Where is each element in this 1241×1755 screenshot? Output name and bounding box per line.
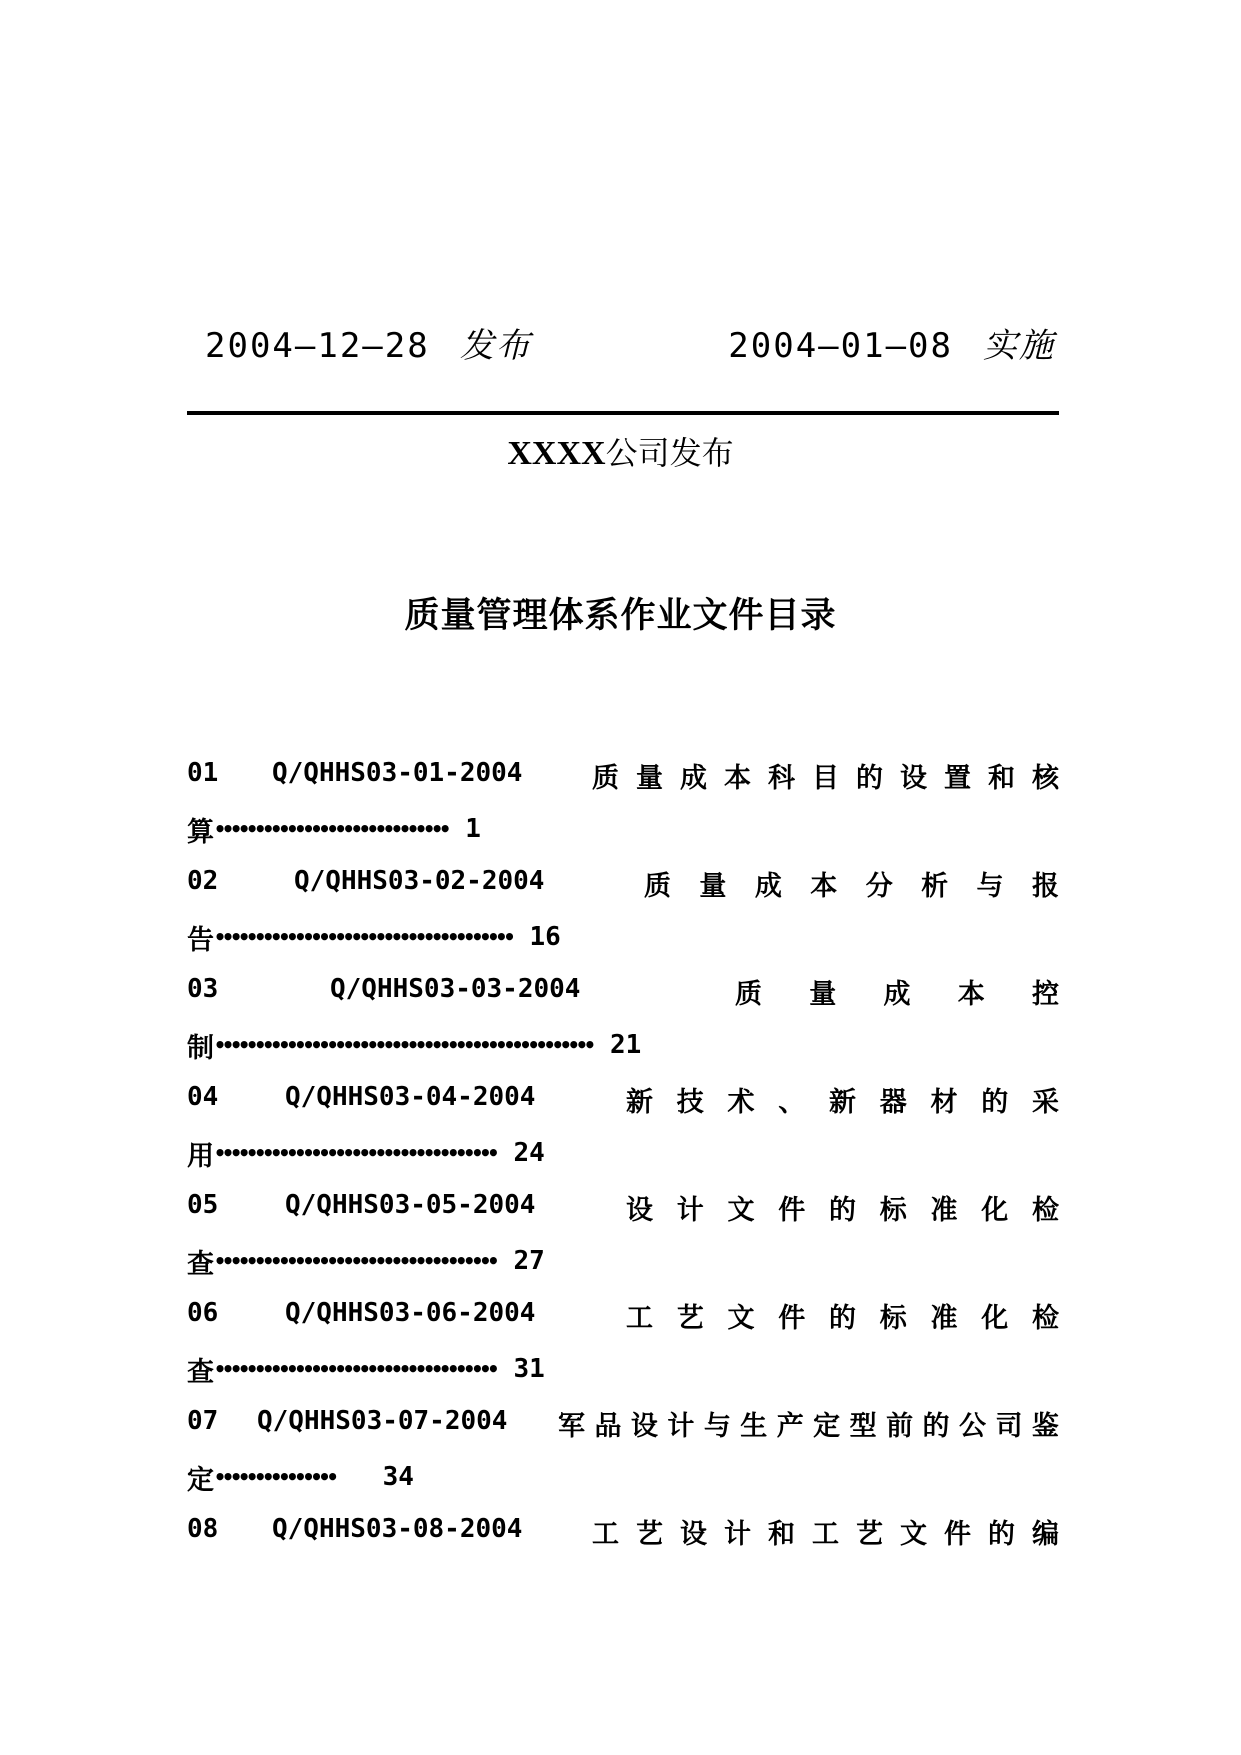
release-date-group bbox=[205, 318, 532, 367]
toc-title-char: 件 bbox=[778, 1195, 806, 1226]
toc-entry-title-end: 用 bbox=[187, 1140, 214, 1172]
toc-title-char: 司 bbox=[995, 1411, 1023, 1442]
toc-title-char: 分 bbox=[865, 871, 893, 902]
toc-title-char: 材 bbox=[930, 1087, 958, 1118]
toc-entry-number: 06 bbox=[187, 1298, 219, 1328]
toc-title-char: 技 bbox=[676, 1087, 704, 1118]
release-label: 发布 bbox=[459, 326, 532, 366]
toc-title-char: 前 bbox=[886, 1411, 914, 1442]
toc-title-char: 成 bbox=[680, 763, 707, 794]
toc-entry-header bbox=[187, 748, 1059, 802]
toc-entry-page: 1 bbox=[465, 814, 481, 844]
toc-entry-title-end: 定 bbox=[187, 1464, 214, 1496]
toc-title-char: 采 bbox=[1032, 1087, 1059, 1118]
toc-title-char: 设 bbox=[680, 1519, 707, 1550]
toc-entry bbox=[187, 1072, 1059, 1180]
toc-title-char: 设 bbox=[626, 1195, 653, 1226]
toc-entry bbox=[187, 748, 1059, 856]
toc-entry-page: 21 bbox=[609, 1030, 642, 1060]
toc-title-char: 核 bbox=[1032, 763, 1059, 794]
toc-entry-code: Q/QHHS03-08-2004 bbox=[272, 1514, 523, 1544]
toc-entry bbox=[187, 964, 1059, 1072]
toc-title-char: 量 bbox=[636, 763, 663, 794]
toc-entry-code: Q/QHHS03-01-2004 bbox=[272, 758, 523, 788]
toc-leader-dots: ••••••••••••••••••••••••••••••••••• bbox=[214, 1249, 496, 1273]
toc-entry-title-end: 算 bbox=[187, 816, 214, 848]
toc-title-char: 器 bbox=[879, 1087, 907, 1118]
effective-label: 实施 bbox=[983, 326, 1055, 366]
toc-title-char: 与 bbox=[976, 871, 1004, 902]
toc-entry-code: Q/QHHS03-05-2004 bbox=[285, 1190, 536, 1220]
toc-entry-number: 01 bbox=[187, 758, 219, 788]
toc-leader-dots: ••••••••••••••••••••••••••••••••••••••••••••••• bbox=[214, 1033, 592, 1057]
toc-title-char: 公 bbox=[958, 1411, 986, 1442]
toc-title-char: 工 bbox=[626, 1303, 653, 1334]
toc-title-char: 科 bbox=[768, 763, 795, 794]
toc-title-char: 置 bbox=[944, 763, 971, 794]
toc-entry-title-end: 查 bbox=[187, 1356, 214, 1388]
toc-title-char: 和 bbox=[988, 763, 1015, 794]
toc-entry bbox=[187, 1396, 1059, 1504]
toc-title-char: 军 bbox=[558, 1411, 585, 1442]
toc-title-char: 新 bbox=[626, 1087, 653, 1118]
toc-entry-number: 08 bbox=[187, 1514, 219, 1544]
toc-title-char: 文 bbox=[900, 1519, 927, 1550]
toc-title-char: 设 bbox=[900, 763, 927, 794]
toc-title-char: 本 bbox=[810, 871, 838, 902]
toc-entry-number: 04 bbox=[187, 1082, 219, 1112]
toc-title-char: 工 bbox=[812, 1519, 839, 1550]
toc-entry-page: 27 bbox=[513, 1246, 545, 1276]
toc-entry-header bbox=[187, 856, 1059, 910]
toc-title-char: 文 bbox=[727, 1303, 755, 1334]
toc-entry-number: 07 bbox=[187, 1406, 219, 1436]
toc-entry-number: 05 bbox=[187, 1190, 219, 1220]
toc-entry-code: Q/QHHS03-06-2004 bbox=[285, 1298, 536, 1328]
toc-entry-title bbox=[626, 1188, 1059, 1227]
toc-entry-continuation bbox=[187, 1450, 1059, 1504]
toc-entry-header bbox=[187, 1072, 1059, 1126]
date-line bbox=[205, 318, 1055, 364]
toc-entry bbox=[187, 856, 1059, 964]
toc-entry-title bbox=[735, 972, 1059, 1011]
toc-title-char: 标 bbox=[879, 1195, 907, 1226]
toc-entry-code: Q/QHHS03-03-2004 bbox=[330, 974, 581, 1004]
toc-entry-title-end: 查 bbox=[187, 1248, 214, 1280]
toc-title-char: 艺 bbox=[856, 1519, 883, 1550]
toc-title-char: 设 bbox=[630, 1411, 658, 1442]
toc-title-char: 量 bbox=[809, 979, 837, 1010]
toc-title-char: 文 bbox=[727, 1195, 755, 1226]
toc-title-char: 艺 bbox=[636, 1519, 663, 1550]
toc-title-char: 控 bbox=[1032, 979, 1059, 1010]
toc-title-char: 件 bbox=[778, 1303, 806, 1334]
publisher-line bbox=[0, 428, 1241, 474]
toc-leader-dots: ••••••••••••••• bbox=[214, 1465, 335, 1489]
toc-entry-page: 16 bbox=[529, 922, 561, 952]
toc-title-char: 质 bbox=[592, 763, 619, 794]
toc-title-char: 产 bbox=[776, 1411, 804, 1442]
toc-entry-continuation bbox=[187, 1126, 1059, 1180]
toc-entry-title-end: 制 bbox=[187, 1032, 214, 1064]
toc-title-char: 目 bbox=[812, 763, 839, 794]
toc-title-char: 生 bbox=[740, 1411, 768, 1442]
toc-entry-number: 02 bbox=[187, 866, 219, 896]
toc-title-char: 计 bbox=[724, 1519, 751, 1550]
toc-entry-continuation bbox=[187, 802, 1059, 856]
toc-title-char: 、 bbox=[778, 1087, 806, 1118]
toc-entry-title bbox=[626, 1296, 1059, 1335]
toc-title-char: 检 bbox=[1032, 1303, 1059, 1334]
toc-title-char: 鉴 bbox=[1031, 1411, 1059, 1442]
release-date: 2004—12—28 bbox=[205, 326, 430, 366]
toc-entry-page: 34 bbox=[382, 1462, 414, 1492]
toc-leader-dots: ••••••••••••••••••••••••••••• bbox=[214, 817, 448, 841]
toc-entry-page: 24 bbox=[513, 1138, 545, 1168]
toc-title-char: 本 bbox=[957, 979, 985, 1010]
toc-entry-page: 31 bbox=[513, 1354, 545, 1384]
toc-entry-continuation bbox=[187, 910, 1059, 964]
toc-title-char: 成 bbox=[883, 979, 911, 1010]
publisher-company: XXXX bbox=[507, 435, 606, 472]
toc-title-char: 成 bbox=[754, 871, 782, 902]
effective-date-group bbox=[728, 318, 1055, 367]
toc-title-char: 的 bbox=[981, 1087, 1009, 1118]
toc-entry-header bbox=[187, 1180, 1059, 1234]
toc-title-char: 计 bbox=[667, 1411, 695, 1442]
toc-title-char: 析 bbox=[921, 871, 949, 902]
toc-leader-dots: ••••••••••••••••••••••••••••••••••• bbox=[214, 1357, 496, 1381]
toc-entry-header bbox=[187, 964, 1059, 1018]
toc-title-char: 准 bbox=[930, 1303, 958, 1334]
toc-entry-title-end: 告 bbox=[187, 924, 214, 956]
toc-entry bbox=[187, 1504, 1059, 1558]
toc-title-char: 型 bbox=[849, 1411, 877, 1442]
toc-entry-title bbox=[592, 756, 1059, 795]
toc-title-char: 化 bbox=[981, 1303, 1009, 1334]
toc-entry-title bbox=[558, 1404, 1059, 1443]
toc-title-char: 检 bbox=[1032, 1195, 1059, 1226]
toc-title-char: 质 bbox=[644, 871, 671, 902]
toc-entry-continuation bbox=[187, 1018, 1059, 1072]
toc-title-char: 的 bbox=[922, 1411, 950, 1442]
toc-title-char: 质 bbox=[735, 979, 762, 1010]
toc-title-char: 定 bbox=[813, 1411, 841, 1442]
toc-title-char: 本 bbox=[724, 763, 751, 794]
toc-title-char: 准 bbox=[930, 1195, 958, 1226]
toc-entry-code: Q/QHHS03-07-2004 bbox=[257, 1406, 508, 1436]
toc-title-char: 标 bbox=[879, 1303, 907, 1334]
document-title: 质量管理体系作业文件目录 bbox=[404, 596, 837, 636]
toc-entry-title bbox=[644, 864, 1059, 903]
toc-leader-dots: ••••••••••••••••••••••••••••••••••• bbox=[214, 1141, 496, 1165]
toc-title-char: 品 bbox=[594, 1411, 622, 1442]
toc-title-char: 的 bbox=[988, 1519, 1015, 1550]
toc-entry-title bbox=[592, 1512, 1059, 1551]
toc-entry bbox=[187, 1180, 1059, 1288]
toc-entry-header bbox=[187, 1504, 1059, 1558]
toc-leader-dots: ••••••••••••••••••••••••••••••••••••• bbox=[214, 925, 512, 949]
toc-entry-number: 03 bbox=[187, 974, 219, 1004]
horizontal-rule bbox=[187, 411, 1059, 415]
toc-entry bbox=[187, 1288, 1059, 1396]
toc-title-char: 的 bbox=[829, 1195, 856, 1226]
toc-title-char: 化 bbox=[981, 1195, 1009, 1226]
toc-entry-continuation bbox=[187, 1342, 1059, 1396]
toc-title-char: 术 bbox=[727, 1087, 755, 1118]
toc-title-char: 新 bbox=[829, 1087, 856, 1118]
toc-entry-header bbox=[187, 1396, 1059, 1450]
toc-title-char: 量 bbox=[699, 871, 727, 902]
toc-entry-header bbox=[187, 1288, 1059, 1342]
effective-date: 2004—01—08 bbox=[728, 326, 953, 366]
toc-title-char: 件 bbox=[944, 1519, 971, 1550]
toc-title-char: 计 bbox=[676, 1195, 704, 1226]
publisher-suffix: 公司发布 bbox=[605, 434, 734, 472]
toc-entry-continuation bbox=[187, 1234, 1059, 1288]
toc-title-char: 与 bbox=[703, 1411, 731, 1442]
toc-entry-title bbox=[626, 1080, 1059, 1119]
toc-title-char: 编 bbox=[1032, 1519, 1059, 1550]
toc-entry-code: Q/QHHS03-04-2004 bbox=[285, 1082, 536, 1112]
toc-title-char: 的 bbox=[856, 763, 883, 794]
toc-title-char: 报 bbox=[1031, 871, 1059, 902]
toc-title-char: 艺 bbox=[676, 1303, 704, 1334]
toc-entry-code: Q/QHHS03-02-2004 bbox=[294, 866, 545, 896]
toc-title-char: 的 bbox=[829, 1303, 856, 1334]
table-of-contents bbox=[187, 748, 1059, 1558]
toc-title-char: 工 bbox=[592, 1519, 619, 1550]
toc-title-char: 和 bbox=[768, 1519, 795, 1550]
